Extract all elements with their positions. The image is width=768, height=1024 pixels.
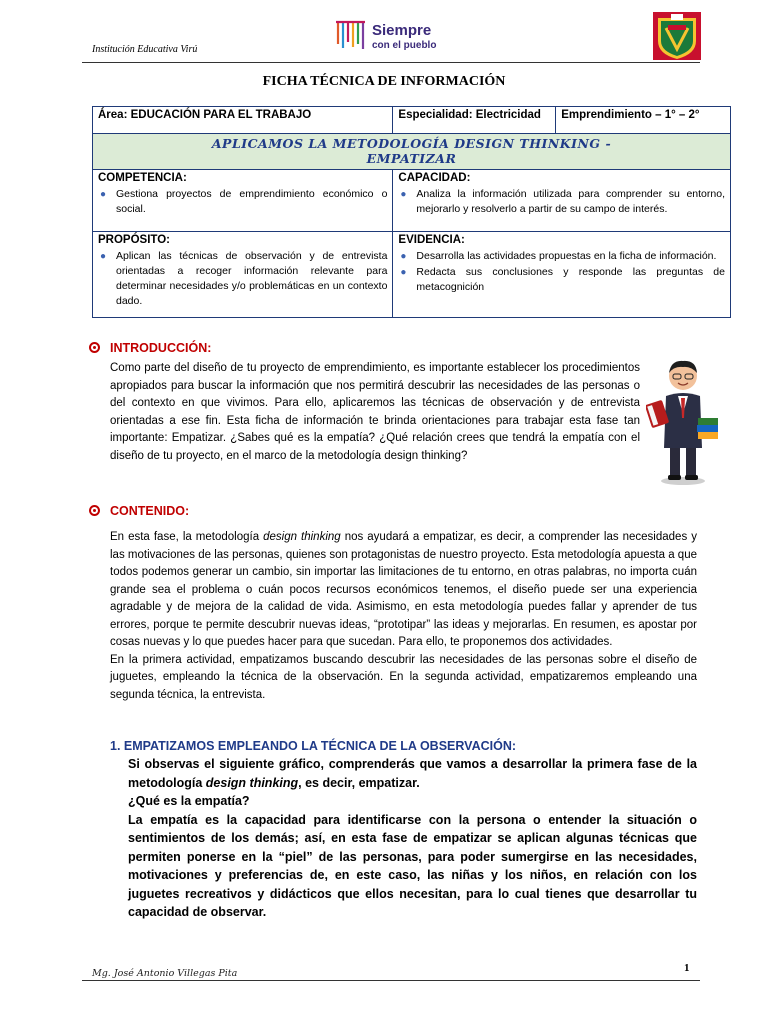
- bullet-icon: ●: [400, 189, 407, 200]
- proposito-label: PROPÓSITO:: [98, 234, 170, 246]
- intro-paragraph: Como parte del diseño de tu proyecto de emprendimiento, es importante establecer los procedimientos apropiados para buscar la información que nos permitirá descubrir las necesidades de las personas o del contexto en que vivimos. Para ello, aplicaremos las técnicas de observación y de entrevista orientadas a ese fin. Esta ficha de información te brinda orientaciones para trabajar esta fase tan importante: Empatizar. ¿Sabes qué es la empatía? ¿Qué relación crees que tendrá la empatía con el diseño de tu proyecto, en el marco de la metodología design thinking?: [110, 362, 640, 462]
- evidencia-cell: [393, 232, 731, 318]
- list-item: ● Desarrolla las actividades propuestas en la ficha de información.: [400, 250, 717, 262]
- bullet-icon: ●: [100, 251, 107, 262]
- bullet-icon: ●: [100, 189, 107, 200]
- list-item: ● Gestiona proyectos de emprendimiento económico o social.: [100, 188, 388, 215]
- competencia-label: COMPETENCIA:: [98, 172, 187, 184]
- banner-line-2: EMPATIZAR: [366, 151, 457, 166]
- banner-cell: [93, 134, 731, 170]
- list-item: ● Analiza la información utilizada para comprender su entorno, mejorarlo y resolverlo a partir de su campo de interés.: [400, 188, 725, 215]
- emprendimiento-cell: Emprendimiento – 1° – 2°: [556, 107, 731, 134]
- especialidad-cell: Especialidad: Electricidad: [393, 107, 556, 134]
- bullet-icon: ●: [400, 267, 407, 278]
- target-icon: [89, 342, 100, 353]
- contenido-title: CONTENIDO:: [110, 504, 190, 518]
- svg-text:con el pueblo: con el pueblo: [372, 40, 437, 51]
- capacidad-label: CAPACIDAD:: [398, 172, 471, 184]
- footer-author: Mg. José Antonio Villegas Pita: [92, 968, 238, 979]
- siempre-logo: [332, 14, 444, 56]
- banner-line-1: APLICAMOS LA METODOLOGÍA DESIGN THINKING -: [211, 136, 612, 151]
- document-title: FICHA TÉCNICA DE INFORMACIÓN: [262, 74, 506, 89]
- page-number: 1: [684, 962, 690, 974]
- teacher-character-illustration: [646, 356, 720, 486]
- section-1-question: ¿Qué es la empatía?: [128, 794, 250, 808]
- evidencia-label: EVIDENCIA:: [398, 234, 465, 246]
- section-1-title: 1. EMPATIZAMOS EMPLEANDO LA TÉCNICA DE LA OBSERVACIÓN:: [110, 739, 517, 753]
- list-item: ● Redacta sus conclusiones y responde las preguntas de metacognición: [400, 266, 725, 293]
- contenido-paragraph: En esta fase, la metodología design thinking nos ayudará a empatizar, es decir, a comprender las necesidades y las motivaciones de las personas, quienes son protagonistas de nuestro proyecto. Esta metodología apuesta a que todos podemos generar un cambio, sin importar las limitaciones de tu entorno, en otras palabras, no importa cuán grande sea el problema o cuán pocos recursos económicos tenemos, el diseño puede ser una experiencia agradable y de mejora de la calidad de vida. Asimismo, en esta metodología puedes fallar y aprender de tus errores, porque te permite descubrir nuevas ideas, “prototipar” las ideas y mejorarlas. En resumen, es apostar por cosas nuevas y lo que puedes hacer para que sucedan. Para ello, te proponemos dos actividades. En la primera actividad, empatizamos buscando descubrir las necesidades de las personas sobre el diseño de juguetes, empleando la técnica de la observación. En la segunda actividad, empatizaremos empleando una segunda técnica, la entrevista.: [110, 531, 697, 701]
- target-icon: [89, 505, 100, 516]
- competencia-cell: [93, 170, 393, 232]
- contenido-paragraph-2: En la primera actividad, empatizamos buscando descubrir las necesidades de las personas sobre el diseño de juguetes, empleando la técnica de la observación. En la segunda actividad, empatizaremos empleando una segunda técnica, la entrevista.: [110, 653, 697, 701]
- section-1-paragraph-2: La empatía es la capacidad para identificarse con la persona o entender la situación o sentimientos de los demás; así, en esta fase de empatizar se aplican algunas técnicas que permiten ponerse en la “piel” de las personas, para poder sumergirse en las necesidades, motivaciones y preferencias de, en este caso, las niñas y los niños, en relación con los juguetes recreativos y didácticos que ellos necesitan, para lo cual tienes que desarrollar tu capacidad de observar.: [128, 812, 697, 919]
- header-divider: [82, 62, 700, 63]
- intro-title: INTRODUCCIÓN:: [110, 341, 212, 355]
- footer-divider: [82, 980, 700, 981]
- institution-name: Institución Educativa Virú: [92, 44, 198, 55]
- area-cell: Área: EDUCACIÓN PARA EL TRABAJO: [93, 107, 393, 134]
- proposito-cell: [93, 232, 393, 318]
- capacidad-cell: [393, 170, 731, 232]
- section-1-body: Si observas el siguiente gráfico, comprenderás que vamos a desarrollar la primera fase de la metodología design thinking, es decir, empatizar. ¿Qué es la empatía? La empatía es la capacidad para identificarse con la persona o entender la situación o sentimientos de los demás; así, en esta fase de empatizar se aplican algunas técnicas que permiten ponerse en la “piel” de las personas, para poder sumergirse en las necesidades, motivaciones y preferencias de, en este caso, las niñas y los niños, en relación con los juguetes recreativos y didácticos que ellos necesitan, para lo cual tienes que desarrollar tu capacidad de observar.: [128, 757, 697, 919]
- list-item: ● Aplican las técnicas de observación y de entrevista orientadas a recoger información relevante para determinar necesidades y/o problemáticas en un contexto dado.: [100, 250, 388, 307]
- svg-text:Siempre: Siempre: [372, 22, 432, 39]
- school-shield-icon: [652, 11, 702, 61]
- bullet-icon: ●: [400, 251, 407, 262]
- info-table: [92, 106, 731, 318]
